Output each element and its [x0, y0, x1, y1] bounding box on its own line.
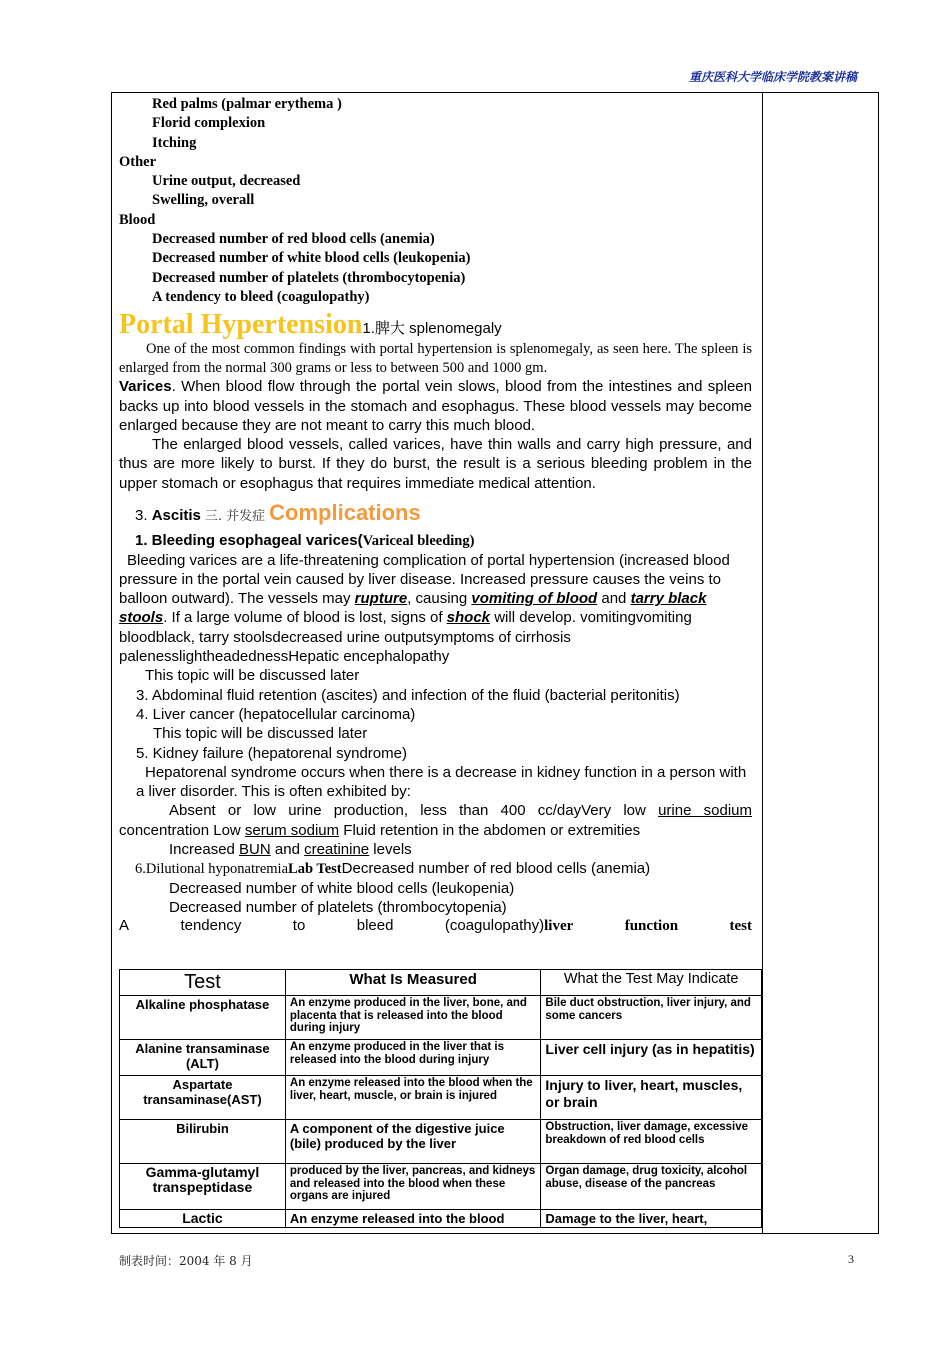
symptom-item: A tendency to bleed (coagulopathy) — [152, 288, 370, 305]
serum-sodium-link[interactable]: serum sodium — [244, 821, 340, 839]
portal-heading-line — [119, 310, 752, 340]
portal-hypertension-title: Portal Hypertension — [119, 309, 363, 341]
table-row: Lactic An enzyme released into the blood Damage to the liver, heart, — [120, 1210, 762, 1228]
symptom-item: Decreased number of red blood cells (anemia) — [152, 231, 435, 248]
blood-heading: Blood — [119, 211, 156, 228]
hepatorenal-signs: Absent or low urine production, less than 400 cc/dayVery low urine sodium concentration Low serum sodium Fluid retention in the abdomen or extremities — [119, 802, 752, 839]
table-row: Bilirubin A component of the digestive juice (bile) produced by the liver Obstruction, liver damage, excessive breakdown of red blood cells — [120, 1120, 762, 1164]
tarry-stools-link[interactable]: tarry black stools — [119, 590, 707, 627]
splenomegaly-paragraph: One of the most common findings with portal hypertension is splenomegaly, as seen here. The spleen is enlarged from the normal 300 grams or less to between 500 and 1000 gm. — [119, 341, 752, 376]
symptom-item: Urine output, decreased — [152, 173, 301, 190]
symptom-item: Decreased number of white blood cells (leukopenia) — [152, 250, 471, 267]
footer-date: 制表时间：2004 年 8 月 — [119, 1254, 253, 1268]
shock-link[interactable]: shock — [446, 609, 491, 627]
symptom-item: Florid complexion — [152, 115, 266, 132]
bun-creatinine-line: Increased BUN and creatinine levels — [169, 841, 412, 858]
complication-item: 4. Liver cancer (hepatocellular carcinoma) — [136, 705, 416, 723]
varices-paragraph — [119, 377, 752, 435]
symptom-item: Red palms (palmar erythema ) — [152, 96, 342, 112]
ascites-prefix: 3. — [135, 507, 152, 525]
varices-burst-paragraph: The enlarged blood vessels, called varices, have thin walls and carry high pressure, and thus are more likely to burst. If they do burst, the result is a serious bleeding problem in the upper stomach or esophagus that requires immediate medical attention. — [119, 436, 752, 492]
table-row: Aspartate transaminase(AST) An enzyme released into the blood when the liver, heart, muscle, or brain is injured Injury to liver, heart, muscles, or brain — [120, 1076, 762, 1120]
dilutional-hyponatremia-line: 6.Dilutional hyponatremiaLab TestDecreased number of red blood cells (anemia) — [135, 860, 651, 878]
column-header-test: Test — [120, 970, 286, 996]
table-header-row — [120, 970, 762, 996]
symptom-item: Decreased number of platelets (thrombocytopenia) — [152, 269, 466, 286]
complication-item: 3. Abdominal fluid retention (ascites) and infection of the fluid (bacterial peritonitis) — [136, 686, 680, 704]
lecture-content — [119, 95, 752, 935]
page-number: 3 — [848, 1252, 854, 1266]
column-header-measured: What Is Measured — [285, 970, 541, 996]
hepatorenal-paragraph: Hepatorenal syndrome occurs when there is a decrease in kidney function in a person with a liver disorder. This is often exhibited by: — [136, 763, 747, 801]
table-row: Gamma-glutamyl transpeptidase produced by the liver, pancreas, and kidneys and released into the blood when these organs are injured Organ damage, drug toxicity, alcohol abuse, disease of the pancreas — [120, 1164, 762, 1210]
lab-item: Decreased number of platelets (thrombocytopenia) — [169, 899, 507, 917]
page-header: 重庆医科大学临床学院教案讲稿 — [688, 70, 857, 84]
liver-function-test-line: A tendency to bleed (coagulopathy)liver function test — [119, 917, 752, 935]
rupture-link[interactable]: rupture — [354, 590, 408, 608]
splenomegaly-label: 1.脾大 splenomegaly — [362, 320, 502, 338]
varices-text: . When blood flow through the portal vein slows, blood from the intestines and spleen backs up into blood vessels in the stomach and esophagus. These blood vessels may become enlarged because they are not meant to carry this much blood. — [119, 378, 752, 434]
vomiting-blood-link[interactable]: vomiting of blood — [471, 590, 598, 608]
complications-heading-line — [119, 499, 752, 531]
complications-title: Complications — [269, 500, 421, 526]
table-row: Alkaline phosphatase An enzyme produced in the liver, bone, and placenta that is released into the blood during injury Bile duct obstruction, liver injury, and some cancers — [120, 996, 762, 1040]
urine-sodium-link[interactable]: urine sodium — [658, 802, 752, 820]
bleeding-varices-heading: 1. Bleeding esophageal varices(Variceal bleeding) — [135, 532, 475, 550]
symptom-item: Itching — [152, 134, 197, 151]
lab-item: Decreased number of white blood cells (leukopenia) — [169, 879, 515, 897]
table-row: Alanine transaminase (ALT) An enzyme produced in the liver that is released into the blood during injury Liver cell injury (as in hepatitis) — [120, 1040, 762, 1076]
other-heading: Other — [119, 153, 157, 170]
frame-divider — [762, 92, 763, 1234]
column-header-indicate: What the Test May Indicate — [541, 970, 762, 996]
section-cn-label: 三. 并发症 — [204, 509, 266, 525]
creatinine-link[interactable]: creatinine — [304, 841, 370, 858]
discussed-later-note: This topic will be discussed later — [153, 725, 368, 743]
discussed-later-note: This topic will be discussed later — [145, 667, 360, 685]
complication-item: 5. Kidney failure (hepatorenal syndrome) — [136, 744, 407, 762]
varices-label: Varices — [119, 378, 172, 396]
bleeding-varices-paragraph: Bleeding varices are a life-threatening complication of portal hypertension (increased blood pressure in the portal vein caused by liver disease. Increased pressure causes the veins to balloon outward). The vessels may rupture, causing vomiting of blood and tarry black stools. If a large volume of blood is lost, signs of shock will develop. vomitingvomiting bloodblack, tarry stoolsdecreased urine outputsymptoms of cirrhosis palenesslightheadednessHepatic encephalopathy — [119, 551, 730, 666]
symptom-item: Swelling, overall — [152, 192, 255, 209]
liver-function-table — [119, 969, 762, 1228]
ascites-label: Ascitis — [151, 507, 201, 525]
bun-link[interactable]: BUN — [239, 841, 271, 858]
